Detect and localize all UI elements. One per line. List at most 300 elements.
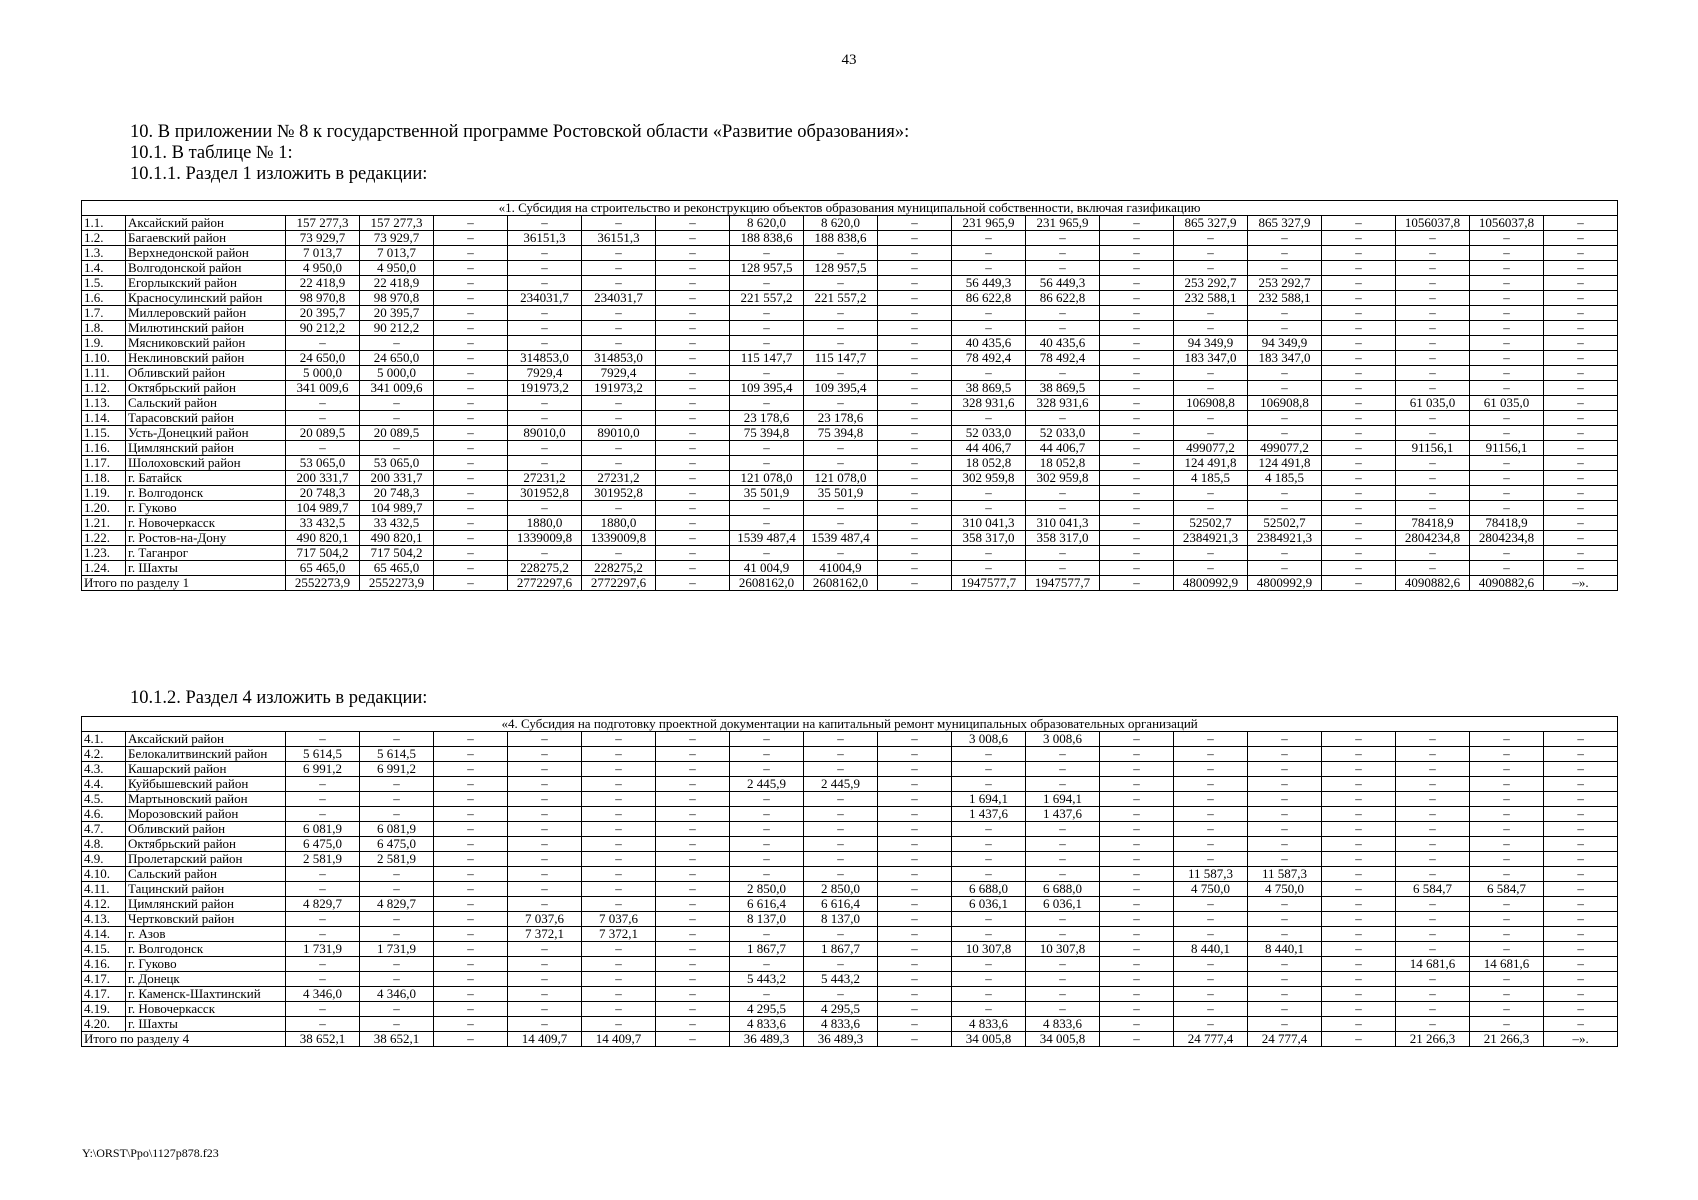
amount-cell: – xyxy=(656,912,730,927)
amount-cell: 1 731,9 xyxy=(360,942,434,957)
amount-cell: – xyxy=(878,531,952,546)
amount-cell: – xyxy=(508,336,582,351)
amount-cell: – xyxy=(730,276,804,291)
amount-cell: – xyxy=(730,957,804,972)
amount-cell: – xyxy=(952,306,1026,321)
total-amount: –». xyxy=(1544,576,1618,591)
row-number: 4.14. xyxy=(82,927,126,942)
amount-cell: – xyxy=(1544,987,1618,1002)
amount-cell: – xyxy=(1322,792,1396,807)
amount-cell: – xyxy=(1396,276,1470,291)
amount-cell: – xyxy=(656,561,730,576)
total-amount: – xyxy=(878,576,952,591)
amount-cell: – xyxy=(1248,837,1322,852)
amount-cell: 1539 487,4 xyxy=(804,531,878,546)
total-label: Итого по разделу 4 xyxy=(82,1032,286,1047)
amount-cell: – xyxy=(1544,546,1618,561)
amount-cell: – xyxy=(1322,321,1396,336)
amount-cell: – xyxy=(360,411,434,426)
amount-cell: – xyxy=(360,777,434,792)
total-amount: 24 777,4 xyxy=(1248,1032,1322,1047)
amount-cell: – xyxy=(1470,897,1544,912)
amount-cell: 2 445,9 xyxy=(804,777,878,792)
amount-cell: – xyxy=(1100,291,1174,306)
district-name: Кашарский район xyxy=(126,762,286,777)
table-row xyxy=(82,411,1618,426)
district-name: Шолоховский район xyxy=(126,456,286,471)
amount-cell: – xyxy=(1322,546,1396,561)
row-number: 1.3. xyxy=(82,246,126,261)
amount-cell: 8 440,1 xyxy=(1248,942,1322,957)
amount-cell: – xyxy=(952,987,1026,1002)
amount-cell: – xyxy=(434,732,508,747)
amount-cell: – xyxy=(656,747,730,762)
amount-cell: – xyxy=(582,867,656,882)
amount-cell: – xyxy=(286,1017,360,1032)
amount-cell: – xyxy=(1544,336,1618,351)
amount-cell: 20 089,5 xyxy=(286,426,360,441)
amount-cell: – xyxy=(656,837,730,852)
amount-cell: – xyxy=(434,321,508,336)
amount-cell: 5 443,2 xyxy=(804,972,878,987)
amount-cell: – xyxy=(1396,1002,1470,1017)
amount-cell: – xyxy=(1174,321,1248,336)
amount-cell: 109 395,4 xyxy=(730,381,804,396)
amount-cell: – xyxy=(1100,306,1174,321)
amount-cell: – xyxy=(878,321,952,336)
amount-cell: – xyxy=(1396,456,1470,471)
amount-cell: – xyxy=(730,336,804,351)
amount-cell: – xyxy=(582,441,656,456)
table-row xyxy=(82,837,1618,852)
amount-cell: – xyxy=(1322,777,1396,792)
amount-cell: – xyxy=(1470,321,1544,336)
amount-cell: – xyxy=(1544,777,1618,792)
amount-cell: – xyxy=(508,216,582,231)
amount-cell: – xyxy=(1174,546,1248,561)
amount-cell: 4 346,0 xyxy=(360,987,434,1002)
amount-cell: – xyxy=(656,516,730,531)
amount-cell: – xyxy=(1396,411,1470,426)
amount-cell: – xyxy=(1100,531,1174,546)
amount-cell: – xyxy=(878,216,952,231)
amount-cell: – xyxy=(1174,381,1248,396)
amount-cell: – xyxy=(1100,336,1174,351)
amount-cell: – xyxy=(1100,897,1174,912)
amount-cell: – xyxy=(878,807,952,822)
amount-cell: – xyxy=(434,216,508,231)
amount-cell: – xyxy=(508,762,582,777)
amount-cell: 341 009,6 xyxy=(360,381,434,396)
amount-cell: 1 867,7 xyxy=(804,942,878,957)
amount-cell: – xyxy=(1100,822,1174,837)
table-row xyxy=(82,912,1618,927)
amount-cell: – xyxy=(1174,762,1248,777)
amount-cell: 4 185,5 xyxy=(1174,471,1248,486)
amount-cell: – xyxy=(656,261,730,276)
table-row xyxy=(82,762,1618,777)
amount-cell: – xyxy=(1026,546,1100,561)
intro-line-3: 10.1.1. Раздел 1 изложить в редакции: xyxy=(130,164,428,184)
row-number: 4.10. xyxy=(82,867,126,882)
amount-cell: – xyxy=(878,516,952,531)
total-amount: 21 266,3 xyxy=(1470,1032,1544,1047)
district-name: Октябрьский район xyxy=(126,381,286,396)
amount-cell: – xyxy=(434,792,508,807)
amount-cell: – xyxy=(730,456,804,471)
amount-cell: 310 041,3 xyxy=(952,516,1026,531)
amount-cell: – xyxy=(582,1017,656,1032)
total-amount: 34 005,8 xyxy=(952,1032,1026,1047)
total-amount: 36 489,3 xyxy=(730,1032,804,1047)
amount-cell: – xyxy=(878,1017,952,1032)
district-name: г. Волгодонск xyxy=(126,942,286,957)
row-number: 4.17. xyxy=(82,987,126,1002)
row-number: 4.15. xyxy=(82,942,126,957)
amount-cell: – xyxy=(1470,471,1544,486)
amount-cell: 200 331,7 xyxy=(360,471,434,486)
amount-cell: – xyxy=(1470,411,1544,426)
amount-cell: 2 850,0 xyxy=(804,882,878,897)
amount-cell: – xyxy=(1100,762,1174,777)
amount-cell: 6 616,4 xyxy=(730,897,804,912)
amount-cell: – xyxy=(656,306,730,321)
amount-cell: – xyxy=(508,957,582,972)
amount-cell: – xyxy=(1248,546,1322,561)
amount-cell: 1 437,6 xyxy=(1026,807,1100,822)
district-name: Октябрьский район xyxy=(126,837,286,852)
amount-cell: 232 588,1 xyxy=(1174,291,1248,306)
amount-cell: 1 694,1 xyxy=(1026,792,1100,807)
amount-cell: – xyxy=(878,366,952,381)
section-4-heading: 10.1.2. Раздел 4 изложить в редакции: xyxy=(130,688,428,708)
district-name: Тацинский район xyxy=(126,882,286,897)
table-caption-row xyxy=(82,717,1618,732)
amount-cell: – xyxy=(508,792,582,807)
amount-cell: 717 504,2 xyxy=(286,546,360,561)
amount-cell: 6 688,0 xyxy=(952,882,1026,897)
amount-cell: – xyxy=(582,276,656,291)
table-row xyxy=(82,216,1618,231)
amount-cell: 1 731,9 xyxy=(286,942,360,957)
amount-cell: – xyxy=(1100,1017,1174,1032)
amount-cell: – xyxy=(878,732,952,747)
amount-cell: – xyxy=(730,807,804,822)
amount-cell: – xyxy=(1470,972,1544,987)
amount-cell: – xyxy=(1248,231,1322,246)
amount-cell: – xyxy=(434,837,508,852)
amount-cell: – xyxy=(952,777,1026,792)
amount-cell: – xyxy=(804,306,878,321)
table-row xyxy=(82,927,1618,942)
amount-cell: – xyxy=(582,807,656,822)
amount-cell: 90 212,2 xyxy=(286,321,360,336)
amount-cell: – xyxy=(1100,426,1174,441)
amount-cell: 499077,2 xyxy=(1248,441,1322,456)
amount-cell: – xyxy=(434,852,508,867)
amount-cell: – xyxy=(1470,927,1544,942)
amount-cell: – xyxy=(286,957,360,972)
amount-cell: 41004,9 xyxy=(804,561,878,576)
amount-cell: – xyxy=(582,747,656,762)
amount-cell: – xyxy=(804,336,878,351)
amount-cell: – xyxy=(1322,747,1396,762)
row-number: 1.9. xyxy=(82,336,126,351)
amount-cell: – xyxy=(1248,1017,1322,1032)
amount-cell: 106908,8 xyxy=(1248,396,1322,411)
amount-cell: – xyxy=(656,486,730,501)
amount-cell: – xyxy=(1544,501,1618,516)
amount-cell: – xyxy=(360,972,434,987)
amount-cell: – xyxy=(1026,867,1100,882)
district-name: Миллеровский район xyxy=(126,306,286,321)
amount-cell: – xyxy=(1544,441,1618,456)
district-name: Аксайский район xyxy=(126,216,286,231)
amount-cell: – xyxy=(1322,456,1396,471)
amount-cell: – xyxy=(582,777,656,792)
amount-cell: 183 347,0 xyxy=(1174,351,1248,366)
amount-cell: – xyxy=(1544,972,1618,987)
district-name: г. Ростов-на-Дону xyxy=(126,531,286,546)
amount-cell: – xyxy=(1396,471,1470,486)
amount-cell: – xyxy=(1470,351,1544,366)
amount-cell: – xyxy=(1322,942,1396,957)
amount-cell: – xyxy=(1544,897,1618,912)
amount-cell: – xyxy=(286,732,360,747)
table-row xyxy=(82,261,1618,276)
amount-cell: – xyxy=(582,456,656,471)
amount-cell: – xyxy=(508,972,582,987)
total-amount: – xyxy=(656,1032,730,1047)
amount-cell: 4 833,6 xyxy=(730,1017,804,1032)
amount-cell: – xyxy=(1470,732,1544,747)
total-amount: 14 409,7 xyxy=(508,1032,582,1047)
amount-cell: – xyxy=(1544,366,1618,381)
row-number: 4.6. xyxy=(82,807,126,822)
amount-cell: – xyxy=(1470,1002,1544,1017)
amount-cell: – xyxy=(1026,561,1100,576)
row-number: 4.5. xyxy=(82,792,126,807)
amount-cell: 91156,1 xyxy=(1470,441,1544,456)
amount-cell: – xyxy=(730,837,804,852)
amount-cell: – xyxy=(434,501,508,516)
table-row xyxy=(82,897,1618,912)
amount-cell: – xyxy=(1544,321,1618,336)
amount-cell: – xyxy=(878,336,952,351)
amount-cell: 188 838,6 xyxy=(804,231,878,246)
amount-cell: – xyxy=(804,516,878,531)
amount-cell: – xyxy=(1396,792,1470,807)
amount-cell: 301952,8 xyxy=(508,486,582,501)
amount-cell: – xyxy=(1544,1017,1618,1032)
amount-cell: – xyxy=(1470,291,1544,306)
amount-cell: – xyxy=(1322,381,1396,396)
amount-cell: – xyxy=(952,366,1026,381)
amount-cell: – xyxy=(1174,1002,1248,1017)
amount-cell: – xyxy=(286,411,360,426)
table-row xyxy=(82,792,1618,807)
amount-cell: – xyxy=(1248,306,1322,321)
amount-cell: – xyxy=(582,792,656,807)
amount-cell: – xyxy=(360,1017,434,1032)
row-number: 1.7. xyxy=(82,306,126,321)
amount-cell: – xyxy=(1026,852,1100,867)
amount-cell: 221 557,2 xyxy=(730,291,804,306)
amount-cell: – xyxy=(804,957,878,972)
amount-cell: 6 036,1 xyxy=(952,897,1026,912)
amount-cell: – xyxy=(508,747,582,762)
amount-cell: – xyxy=(1248,912,1322,927)
amount-cell: – xyxy=(1396,351,1470,366)
amount-cell: – xyxy=(1322,276,1396,291)
amount-cell: – xyxy=(1544,456,1618,471)
table-row xyxy=(82,882,1618,897)
row-number: 1.14. xyxy=(82,411,126,426)
amount-cell: – xyxy=(1544,762,1618,777)
district-name: Егорлыкский район xyxy=(126,276,286,291)
amount-cell: – xyxy=(804,987,878,1002)
amount-cell: – xyxy=(656,807,730,822)
amount-cell: – xyxy=(804,822,878,837)
amount-cell: – xyxy=(1100,837,1174,852)
amount-cell: – xyxy=(730,987,804,1002)
amount-cell: – xyxy=(1396,807,1470,822)
amount-cell: 157 277,3 xyxy=(360,216,434,231)
amount-cell: 6 991,2 xyxy=(286,762,360,777)
amount-cell: – xyxy=(878,777,952,792)
amount-cell: – xyxy=(1396,777,1470,792)
amount-cell: – xyxy=(1100,987,1174,1002)
amount-cell: – xyxy=(508,987,582,1002)
amount-cell: – xyxy=(1174,246,1248,261)
amount-cell: – xyxy=(582,942,656,957)
amount-cell: 490 820,1 xyxy=(286,531,360,546)
amount-cell: – xyxy=(656,942,730,957)
amount-cell: 2804234,8 xyxy=(1470,531,1544,546)
amount-cell: – xyxy=(286,441,360,456)
amount-cell: 52 033,0 xyxy=(1026,426,1100,441)
district-name: Пролетарский район xyxy=(126,852,286,867)
total-label: Итого по разделу 1 xyxy=(82,576,286,591)
amount-cell: – xyxy=(1544,486,1618,501)
row-number: 1.8. xyxy=(82,321,126,336)
district-name: Обливский район xyxy=(126,822,286,837)
amount-cell: – xyxy=(434,822,508,837)
amount-cell: 20 748,3 xyxy=(360,486,434,501)
amount-cell: – xyxy=(286,882,360,897)
amount-cell: 5 614,5 xyxy=(360,747,434,762)
row-number: 1.6. xyxy=(82,291,126,306)
amount-cell: – xyxy=(730,396,804,411)
amount-cell: – xyxy=(1248,822,1322,837)
amount-cell: – xyxy=(878,426,952,441)
amount-cell: 36151,3 xyxy=(582,231,656,246)
amount-cell: – xyxy=(1100,276,1174,291)
row-number: 1.13. xyxy=(82,396,126,411)
amount-cell: 4 833,6 xyxy=(1026,1017,1100,1032)
row-number: 1.11. xyxy=(82,366,126,381)
amount-cell: – xyxy=(1174,927,1248,942)
amount-cell: – xyxy=(656,471,730,486)
amount-cell: – xyxy=(1396,246,1470,261)
district-name: г. Гуково xyxy=(126,957,286,972)
amount-cell: – xyxy=(582,957,656,972)
amount-cell: – xyxy=(1100,261,1174,276)
amount-cell: – xyxy=(434,396,508,411)
amount-cell: 5 000,0 xyxy=(286,366,360,381)
amount-cell: 5 443,2 xyxy=(730,972,804,987)
total-amount: 4090882,6 xyxy=(1396,576,1470,591)
amount-cell: 11 587,3 xyxy=(1174,867,1248,882)
amount-cell: – xyxy=(656,792,730,807)
amount-cell: – xyxy=(582,882,656,897)
amount-cell: – xyxy=(1322,246,1396,261)
amount-cell: – xyxy=(434,516,508,531)
amount-cell: – xyxy=(1026,261,1100,276)
amount-cell: – xyxy=(1322,561,1396,576)
amount-cell: 86 622,8 xyxy=(1026,291,1100,306)
amount-cell: – xyxy=(1174,486,1248,501)
amount-cell: – xyxy=(508,411,582,426)
amount-cell: 6 081,9 xyxy=(286,822,360,837)
amount-cell: – xyxy=(656,276,730,291)
amount-cell: – xyxy=(360,336,434,351)
amount-cell: – xyxy=(730,852,804,867)
amount-cell: – xyxy=(360,807,434,822)
amount-cell: – xyxy=(1322,306,1396,321)
amount-cell: – xyxy=(1100,912,1174,927)
amount-cell: 314853,0 xyxy=(508,351,582,366)
amount-cell: – xyxy=(1174,561,1248,576)
district-name: Мясниковский район xyxy=(126,336,286,351)
district-name: Белокалитвинский район xyxy=(126,747,286,762)
amount-cell: – xyxy=(952,501,1026,516)
amount-cell: – xyxy=(1026,411,1100,426)
amount-cell: – xyxy=(1100,1002,1174,1017)
amount-cell: – xyxy=(878,381,952,396)
amount-cell: – xyxy=(434,351,508,366)
table-row xyxy=(82,381,1618,396)
amount-cell: 221 557,2 xyxy=(804,291,878,306)
amount-cell: – xyxy=(1396,942,1470,957)
amount-cell: – xyxy=(656,972,730,987)
amount-cell: 1339009,8 xyxy=(582,531,656,546)
amount-cell: 106908,8 xyxy=(1174,396,1248,411)
amount-cell: – xyxy=(1248,732,1322,747)
amount-cell: 128 957,5 xyxy=(804,261,878,276)
amount-cell: 8 620,0 xyxy=(804,216,878,231)
amount-cell: – xyxy=(656,291,730,306)
amount-cell: – xyxy=(1100,486,1174,501)
total-amount: 4800992,9 xyxy=(1248,576,1322,591)
amount-cell: – xyxy=(730,306,804,321)
amount-cell: 75 394,8 xyxy=(804,426,878,441)
row-number: 1.1. xyxy=(82,216,126,231)
amount-cell: – xyxy=(804,321,878,336)
amount-cell: 20 089,5 xyxy=(360,426,434,441)
row-number: 1.15. xyxy=(82,426,126,441)
amount-cell: – xyxy=(1100,561,1174,576)
table-row xyxy=(82,972,1618,987)
total-amount: 38 652,1 xyxy=(360,1032,434,1047)
amount-cell: 4 950,0 xyxy=(286,261,360,276)
amount-cell: 6 584,7 xyxy=(1396,882,1470,897)
amount-cell: – xyxy=(508,732,582,747)
amount-cell: 7 372,1 xyxy=(508,927,582,942)
amount-cell: – xyxy=(656,426,730,441)
amount-cell: – xyxy=(656,216,730,231)
amount-cell: – xyxy=(878,927,952,942)
